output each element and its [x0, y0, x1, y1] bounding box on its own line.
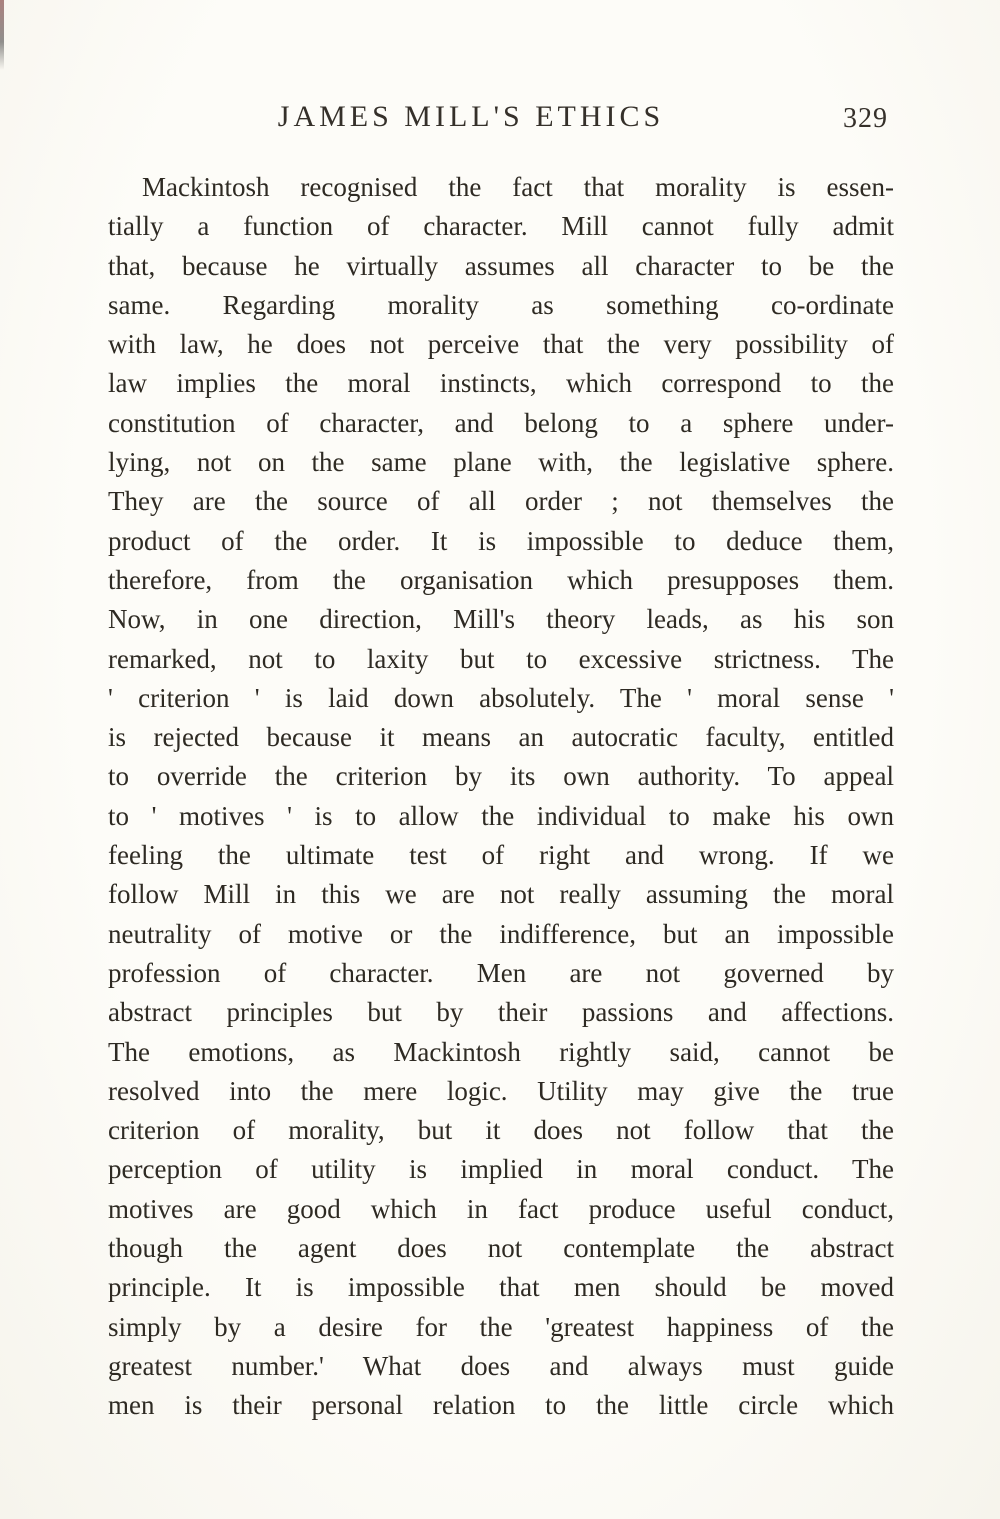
text-line: abstract principles but by their passions and affections. [108, 997, 894, 1028]
text-line: perception of utility is implied in moral conduct. The [108, 1154, 894, 1185]
text-line: neutrality of motive or the indifference, but an impossible [108, 918, 894, 949]
page-title: JAMES MILL'S ETHICS [277, 100, 665, 133]
text-line: is rejected because it means an autocratic faculty, entitled [108, 722, 894, 753]
text-line: Now, in one direction, Mill's theory leads, as his son [108, 604, 894, 635]
scan-artifact [0, 0, 4, 70]
text-line: with law, he does not perceive that the very possibility of [108, 329, 894, 360]
text-line: though the agent does not contemplate the abstract [108, 1233, 894, 1264]
text-line: They are the source of all order ; not themselves the [108, 486, 894, 517]
text-line: remarked, not to laxity but to excessive strictness. The [108, 643, 894, 674]
text-line: profession of character. Men are not governed by [108, 957, 894, 988]
text-line: feeling the ultimate test of right and wrong. If we [108, 840, 894, 871]
page-number: 329 [843, 103, 888, 134]
text-line: The emotions, as Mackintosh rightly said, cannot be [108, 1036, 894, 1067]
text-line: ' criterion ' is laid down absolutely. The ' moral sense ' [108, 682, 894, 713]
text-line: criterion of morality, but it does not follow that the [108, 1115, 894, 1146]
text-line: follow Mill in this we are not really assuming the moral [108, 879, 894, 910]
text-line: that, because he virtually assumes all character to be the [108, 250, 894, 281]
running-head [108, 100, 894, 144]
text-line: constitution of character, and belong to a sphere under- [108, 407, 894, 438]
text-line: to override the criterion by its own authority. To appeal [108, 761, 894, 792]
text-block [108, 100, 894, 1426]
text-line: law implies the moral instincts, which correspond to the [108, 368, 894, 399]
text-line: product of the order. It is impossible to deduce them, [108, 525, 894, 556]
text-line: motives are good which in fact produce useful conduct, [108, 1193, 894, 1224]
text-line: greatest number.' What does and always must guide [108, 1350, 894, 1381]
text-line: to ' motives ' is to allow the individual to make his own [108, 800, 894, 831]
text-line: tially a function of character. Mill cannot fully admit [108, 211, 894, 242]
text-line: lying, not on the same plane with, the legislative sphere. [108, 447, 894, 478]
text-line: resolved into the mere logic. Utility may give the true [108, 1075, 894, 1106]
text-line: men is their personal relation to the little circle which [108, 1390, 894, 1421]
text-line: therefore, from the organisation which presupposes them. [108, 564, 894, 595]
paragraph [108, 168, 894, 1426]
text-line: simply by a desire for the 'greatest happiness of the [108, 1311, 894, 1342]
text-line: principle. It is impossible that men should be moved [108, 1272, 894, 1303]
text-line: Mackintosh recognised the fact that morality is essen- [142, 172, 894, 202]
text-line: same. Regarding morality as something co-ordinate [108, 289, 894, 320]
